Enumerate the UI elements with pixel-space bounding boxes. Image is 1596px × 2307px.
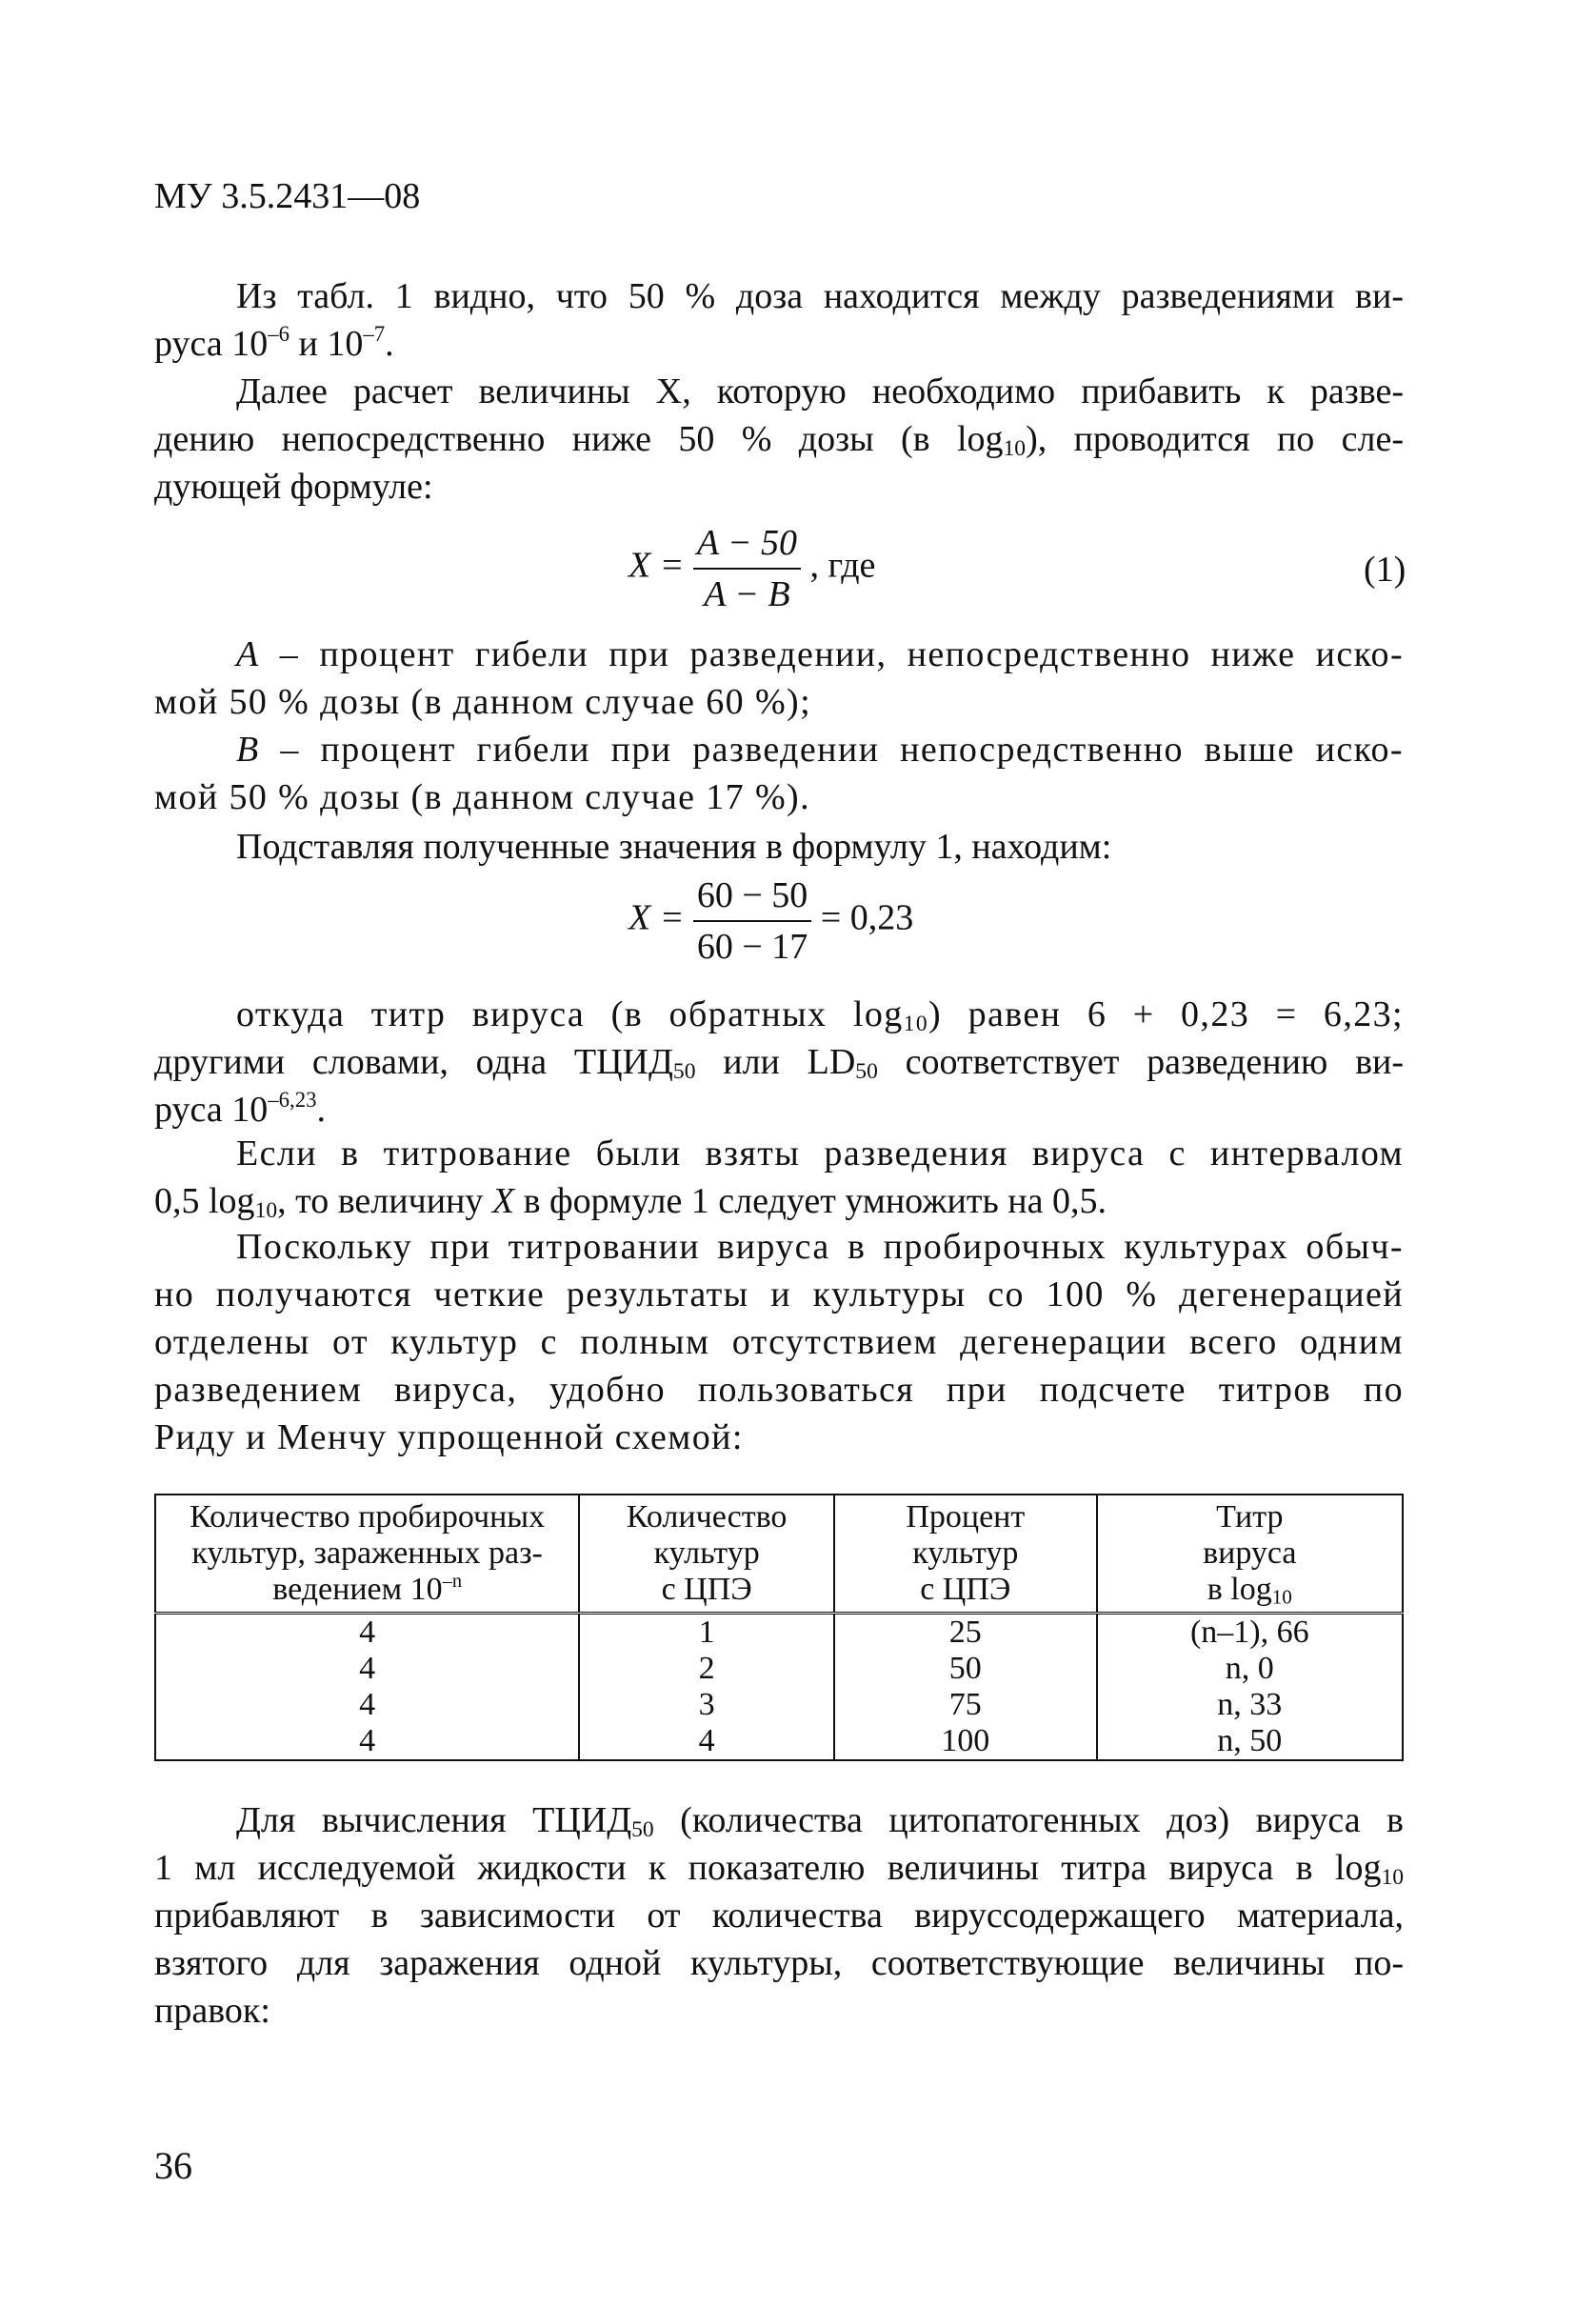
table-row [155, 1723, 1403, 1760]
paragraph-tcid-calculation: Для вычисления $ТЦИД_{50}$ (количества цитопатогенных доз) вируса в 1 мл исследуемой жидкости к показателю величины титра вируса в $\log_{10}$ прибавляют в зависимости от количества вируссодержащего материала, взятого для заражения одной культуры, соответствующие величины по- правок: [154, 1800, 1405, 2031]
paragraph-formula-intro: Далее расчет величины X, которую необходимо прибавить к разве- дению непосредственно ниже 50 % дозы (в $\log_{10}$), проводится по сле- дующей формуле: [154, 371, 1404, 507]
formula-1: X = $\frac{A - 50}{A - B}$ , где [628, 523, 876, 614]
table-cell: 4 [155, 1651, 579, 1687]
column-header-titre: Титр вируса в $\log_{10}$ [1097, 1495, 1403, 1614]
table-cell: n, 0 [1097, 1651, 1403, 1687]
table-header-row [155, 1495, 1403, 1614]
page-number: 36 [154, 2144, 192, 2187]
table-row [155, 1687, 1403, 1723]
table-cell: 75 [834, 1687, 1097, 1723]
table-cell: n, 33 [1097, 1687, 1403, 1723]
table-cell: 4 [155, 1723, 579, 1760]
table-cell: (n–1), 66 [1097, 1614, 1403, 1652]
table-cell: 4 [579, 1723, 834, 1760]
formula-2: X = $\frac{60 - 50}{60 - 17}$ = 0,23 [628, 875, 914, 967]
table-cell: 2 [579, 1651, 834, 1687]
table-cell: 25 [834, 1614, 1097, 1652]
definition-a: A – процент гибели при разведении, непосредственно ниже иско- мой 50 % дозы (в данном случае 60 %); [154, 634, 1404, 722]
paragraph-dose-range: Из табл. 1 видно, что 50 % доза находится между разведениями ви- руса $10^{-6}$ и $10^{-7}$. [154, 276, 1404, 364]
column-header-cpe-percent: Процент культур с ЦПЭ [834, 1495, 1097, 1614]
titre-table [154, 1494, 1404, 1761]
table-cell: 50 [834, 1651, 1097, 1687]
table-cell: n, 50 [1097, 1723, 1403, 1760]
table-cell: 4 [155, 1687, 579, 1723]
table-cell: 100 [834, 1723, 1097, 1760]
column-header-cultures: Количество пробирочных культур, зараженных раз- ведением $10^{-n}$ [155, 1495, 579, 1614]
table-cell: 4 [155, 1614, 579, 1652]
definition-b: B – процент гибели при разведении непосредственно выше иско- мой 50 % дозы (в данном случае 17 %). [154, 730, 1404, 817]
paragraph-simplified-scheme: Поскольку при титровании вируса в пробирочных культурах обыч- но получаются четкие результаты и культуры со 100 % дегенерацией отделены от культур с полным отсутствием дегенерации всего одним разведением вируса, удобно пользоваться при подсчете титров по Риду и Менчу упрощенной схемой: [154, 1227, 1404, 1457]
column-header-cpe-count: Количество культур с ЦПЭ [579, 1495, 834, 1614]
table-cell: 1 [579, 1614, 834, 1652]
paragraph-substitution: Подставляя полученные значения в формулу 1, находим: [236, 827, 1112, 867]
paragraph-interval-note: Если в титрование были взяты разведения вируса с интервалом 0,5 $\log_{10}$, то величину X в формуле 1 следует умножить на 0,5. [154, 1133, 1404, 1224]
paragraph-titre-result: откуда титр вируса (в обратных $\log_{10}$) равен 6 + 0,23 = 6,23; другими словами, одна $ТЦИД_{50}$ или $LD_{50}$ соответствует разведению ви- руса $10^{-6,23}$. [154, 994, 1405, 1130]
table-cell: 3 [579, 1687, 834, 1723]
table-row [155, 1614, 1403, 1652]
formula-1-number: (1) [1364, 550, 1406, 590]
document-code-header: МУ 3.5.2431—08 [154, 176, 421, 216]
table-row [155, 1651, 1403, 1687]
